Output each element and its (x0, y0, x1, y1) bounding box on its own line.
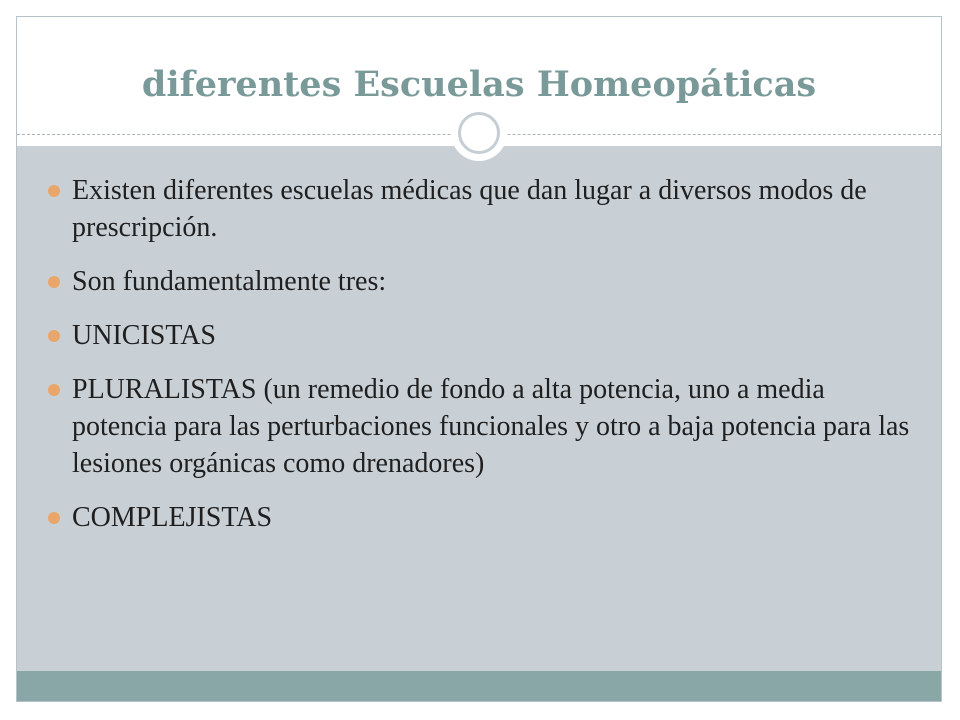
list-item (48, 172, 918, 246)
bullet-icon (48, 330, 60, 342)
bullet-list (48, 172, 918, 553)
footer-bar (17, 671, 941, 701)
circle-ring (458, 112, 500, 154)
slide-title: diferentes Escuelas Homeopáticas (141, 64, 817, 105)
bullet-icon (48, 276, 60, 288)
bullet-icon (48, 512, 60, 524)
bullet-text: Son fundamentalmente tres: (72, 266, 387, 297)
list-item (48, 499, 918, 536)
bullet-icon (48, 185, 60, 197)
bullet-text: UNICISTAS (72, 320, 216, 351)
list-item (48, 263, 918, 300)
circle-ornament-icon (451, 105, 507, 161)
bullet-text: PLURALISTAS (un remedio de fondo a alta potencia, uno a media potencia para las perturbaciones funcionales y otro a baja potencia para las lesiones orgánicas como drenadores) (72, 374, 910, 479)
bullet-icon (48, 384, 60, 396)
bullet-text: Existen diferentes escuelas médicas que dan lugar a diversos modos de prescripción. (72, 175, 867, 243)
bullet-text: COMPLEJISTAS (72, 502, 273, 533)
list-item (48, 371, 918, 482)
list-item (48, 317, 918, 354)
